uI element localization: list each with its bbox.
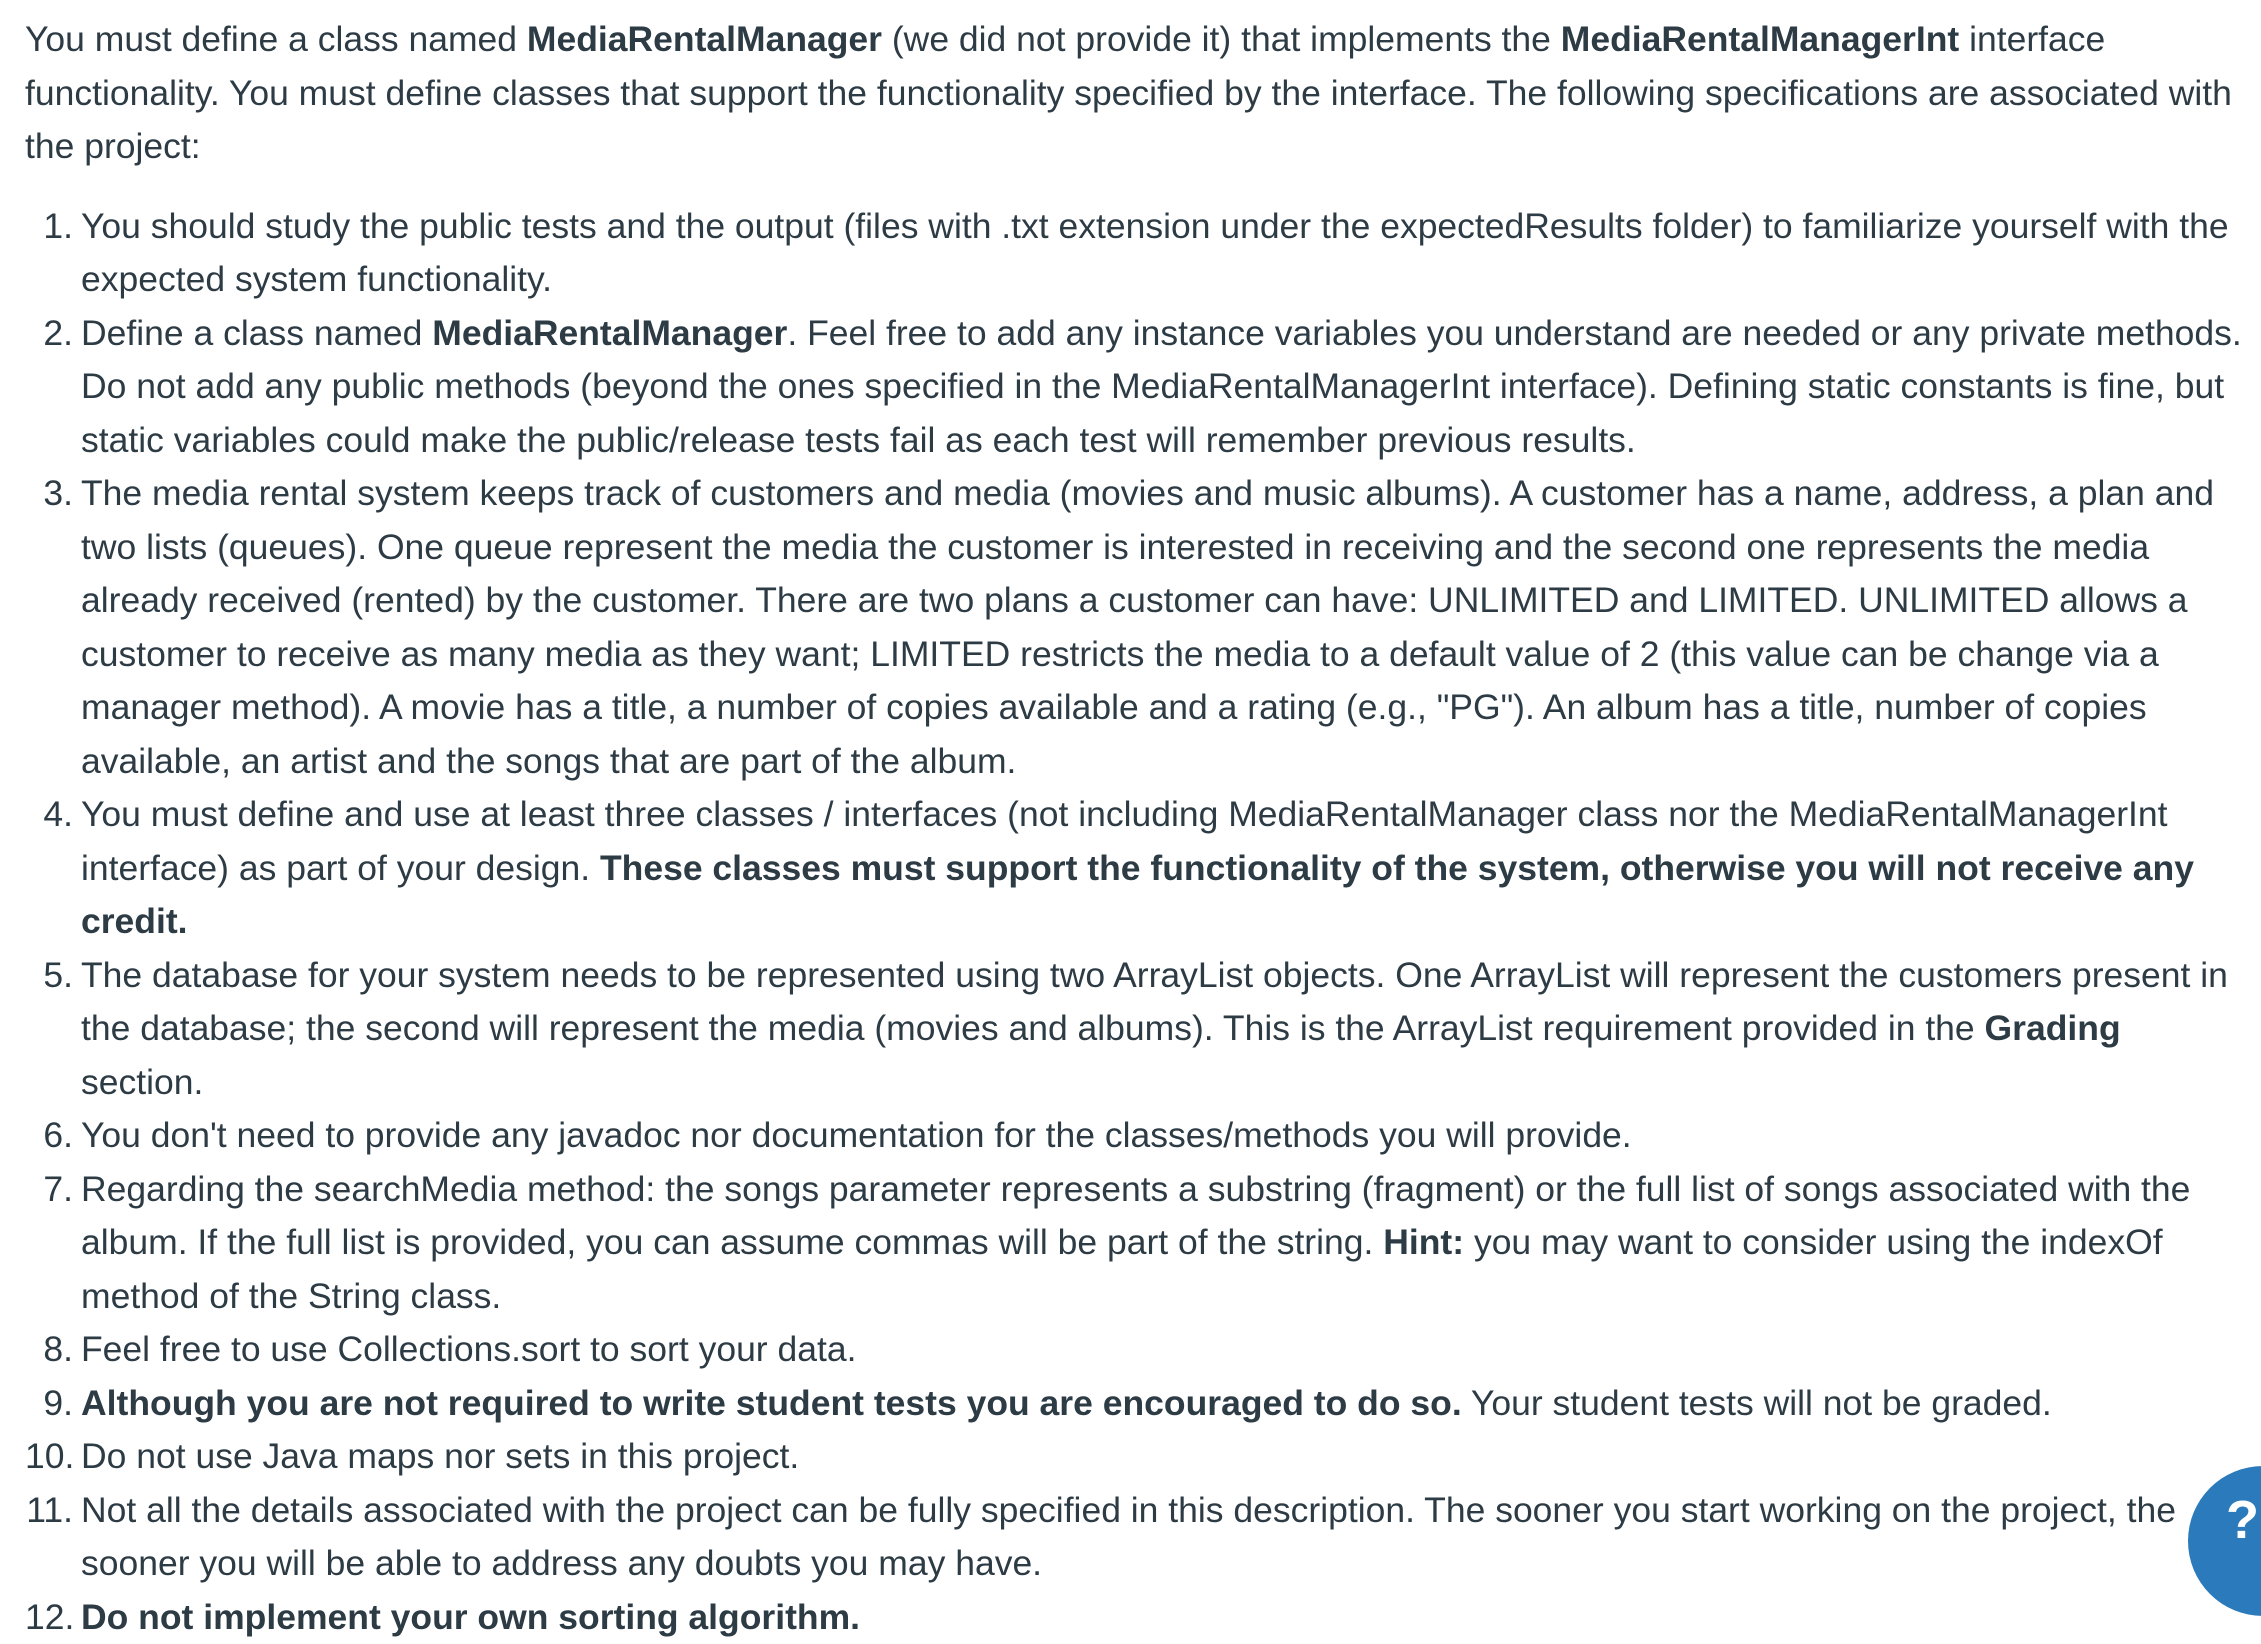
list-item: 3. The media rental system keeps track of customers and media (movies and music albums). A customer has a name, address, a plan and two lists (queues). One queue represent the media the customer is interested in receiving and the second one represents the media already received (rented) by the customer. There are two plans a customer can have: UNLIMITED and LIMITED. UNLIMITED allows a customer to receive as many media as they want; LIMITED restricts the media to a default value of 2 (this value can be change via a manager method). A movie has a title, a number of copies available and a rating (e.g., "PG"). An album has a title, number of copies available, an artist and the songs that are part of the album. [25, 467, 2250, 788]
question-mark-icon: ? [2226, 1493, 2259, 1547]
list-item: 12. Do not implement your own sorting algorithm. [25, 1591, 2250, 1644]
list-item: 2. Define a class named MediaRentalManager. Feel free to add any instance variables you understand are needed or any private methods. Do not add any public methods (beyond the ones specified in the MediaRentalManagerInt interface). Defining static constants is fine, but static variables could make the public/release tests fail as each test will remember previous results. [25, 307, 2250, 468]
list-item: 9. Although you are not required to write student tests you are encouraged to do so. Your student tests will not be graded. [25, 1377, 2250, 1431]
list-item: 6. You don't need to provide any javadoc nor documentation for the classes/methods you will provide. [25, 1109, 2250, 1163]
assignment-content [25, 13, 2250, 1644]
specifications-list [25, 200, 2250, 1644]
list-item: 4. You must define and use at least three classes / interfaces (not including MediaRentalManager class nor the MediaRentalManagerInt interface) as part of your design. These classes must support the functionality of the system, otherwise you will not receive any credit. [25, 788, 2250, 949]
list-item: 1. You should study the public tests and the output (files with .txt extension under the expectedResults folder) to familiarize yourself with the expected system functionality. [25, 200, 2250, 307]
list-item: 5. The database for your system needs to be represented using two ArrayList objects. One ArrayList will represent the customers present in the database; the second will represent the media (movies and albums). This is the ArrayList requirement provided in the Grading section. [25, 949, 2250, 1110]
interface-name-bold: MediaRentalManagerInt [1561, 19, 1959, 59]
list-item: 11. Not all the details associated with the project can be fully specified in this description. The sooner you start working on the project, the sooner you will be able to address any doubts you may have. [25, 1484, 2250, 1591]
intro-paragraph: You must define a class named MediaRentalManager (we did not provide it) that implements the MediaRentalManagerInt interface functionality. You must define classes that support the functionality specified by the interface. The following specifications are associated with the project: [25, 13, 2250, 174]
list-item: 7. Regarding the searchMedia method: the songs parameter represents a substring (fragment) or the full list of songs associated with the album. If the full list is provided, you can assume commas will be part of the string. Hint: you may want to consider using the indexOf method of the String class. [25, 1163, 2250, 1324]
list-item: 8. Feel free to use Collections.sort to sort your data. [25, 1323, 2250, 1377]
list-item: 10. Do not use Java maps nor sets in this project. [25, 1430, 2250, 1484]
class-name-bold: MediaRentalManager [527, 19, 882, 59]
